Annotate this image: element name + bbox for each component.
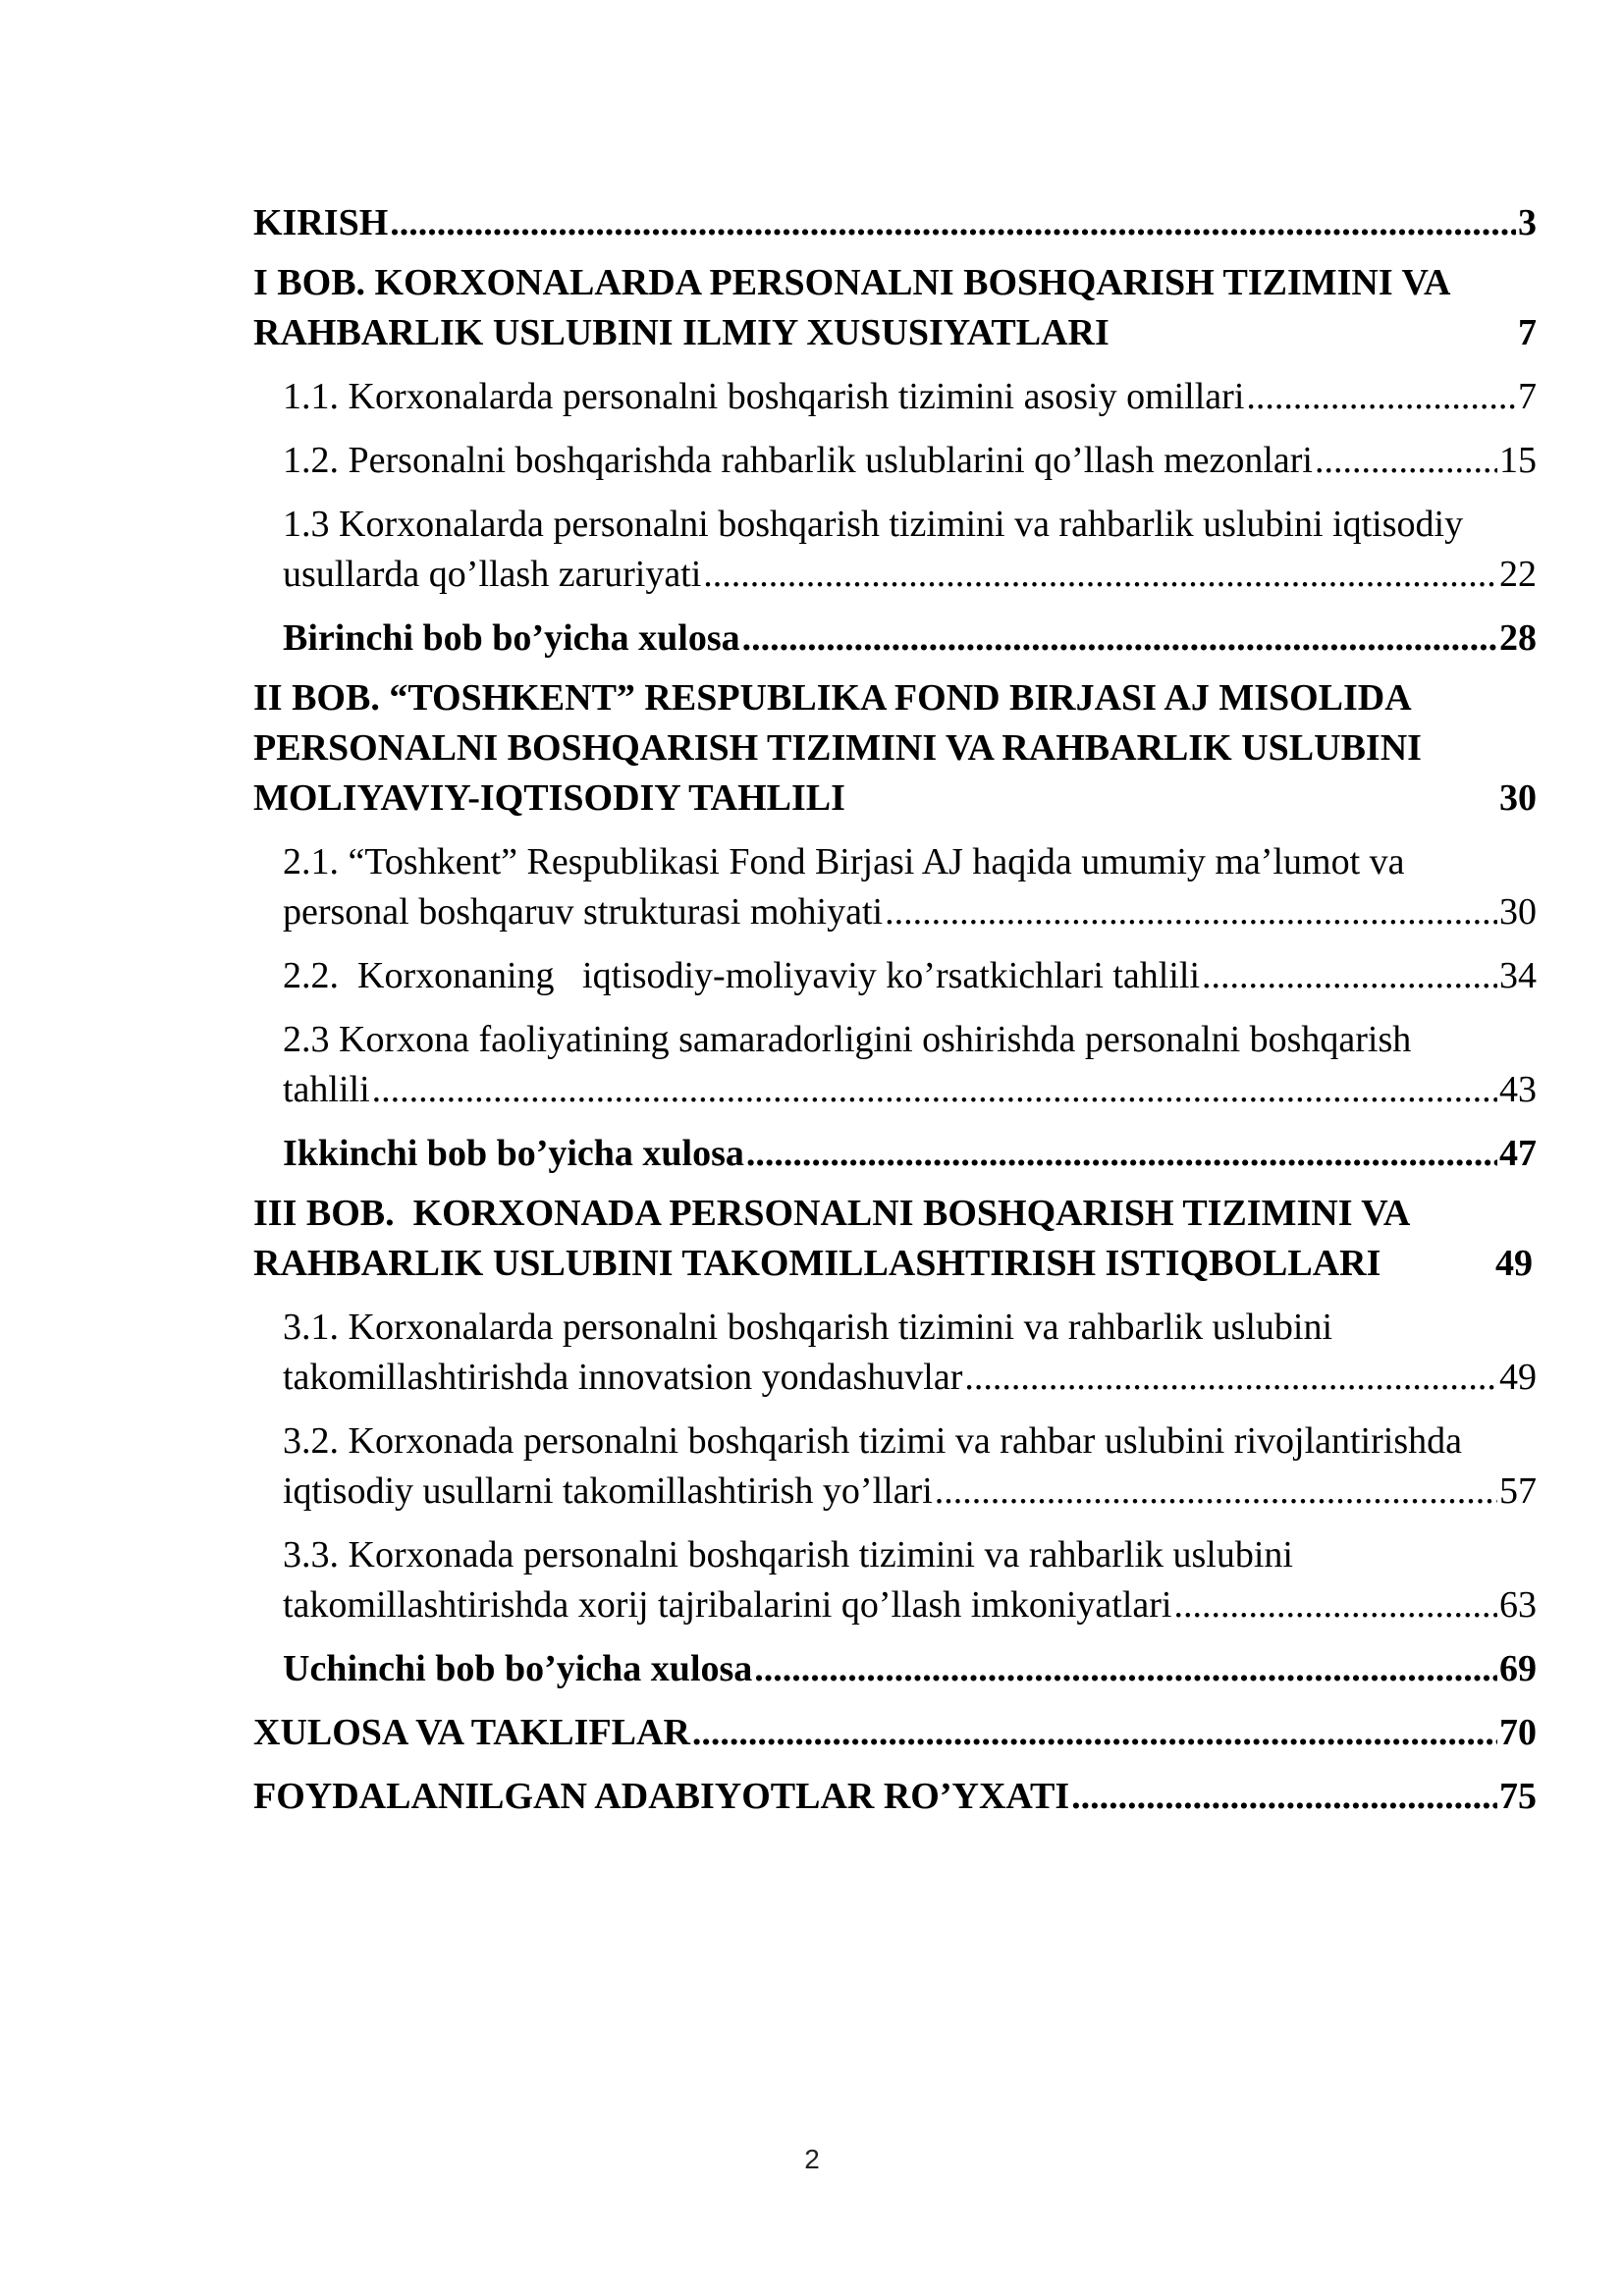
dot-leader (742, 614, 1497, 664)
toc-entry-page: 49 (1499, 1357, 1537, 1398)
dot-leader (372, 1065, 1497, 1115)
toc-entry-page: 70 (1499, 1712, 1537, 1753)
toc-entry-page: 63 (1499, 1584, 1537, 1626)
toc-entry-page: 15 (1499, 440, 1537, 481)
toc-entry-title-line2: iqtisodiy usullarni takomillashtirish yo’llari (283, 1470, 933, 1512)
dot-leader (1173, 1580, 1497, 1630)
page-number: 2 (804, 2144, 820, 2174)
toc-entry-title-line1: 3.1. Korxonalarda personalni boshqarish tizimini va rahbarlik uslubini (283, 1307, 1333, 1348)
toc-entry-chapter-1[interactable] (253, 258, 1537, 358)
toc-entry-title-line1: 2.1. “Toshkent” Respublikasi Fond Birjasi AJ haqida umumiy ma’lumot va (283, 841, 1405, 882)
toc-entry-title-line3: MOLIYAVIY-IQTISODIY TAHLILI (253, 777, 845, 819)
toc-entry-xulosa[interactable] (253, 1708, 1537, 1758)
toc-entry-adabiyotlar[interactable] (253, 1772, 1537, 1822)
toc-entry-page: 7 (1518, 312, 1537, 353)
toc-entry-2-1[interactable] (283, 837, 1537, 937)
dot-leader (885, 887, 1497, 937)
toc-entry-title-line2: takomillashtirishda innovatsion yondashuvlar (283, 1357, 963, 1398)
dot-leader (746, 1129, 1497, 1179)
dot-leader (935, 1467, 1497, 1517)
dot-leader (692, 1708, 1497, 1758)
toc-entry-title-line2: takomillashtirishda xorij tajribalarini qo’llash imkoniyatlari (283, 1584, 1172, 1626)
toc-entry-title-line2: RAHBARLIK USLUBINI TAKOMILLASHTIRISH ISTIQBOLLARI (253, 1243, 1381, 1284)
toc-entry-page: 69 (1499, 1648, 1537, 1689)
dot-leader (1202, 951, 1497, 1001)
toc-entry-page: 7 (1518, 376, 1537, 417)
toc-entry-2-3[interactable] (283, 1015, 1537, 1115)
toc-entry-title: Birinchi bob bo’yicha xulosa (283, 617, 740, 659)
dot-leader (754, 1644, 1497, 1694)
toc-entry-page: 75 (1499, 1776, 1537, 1817)
toc-entry-title-line1: III BOB. KORXONADA PERSONALNI BOSHQARISH TIZIMINI VA (253, 1193, 1411, 1234)
toc-entry-title-line1: II BOB. “TOSHKENT” RESPUBLIKA FOND BIRJASI AJ MISOLIDA (253, 677, 1412, 719)
toc-entry-page: 30 (1499, 891, 1537, 933)
dot-leader (1071, 1772, 1497, 1822)
toc-entry-title: Uchinchi bob bo’yicha xulosa (283, 1648, 753, 1689)
toc-entry-title-line1: 3.2. Korxonada personalni boshqarish tizimi va rahbar uslubini rivojlantirishda (283, 1420, 1462, 1462)
toc-entry-title-line1: 1.3 Korxonalarda personalni boshqarish tizimini va rahbarlik uslubini iqtisodiy (283, 504, 1464, 545)
toc-entry-title-line1: I BOB. KORXONALARDA PERSONALNI BOSHQARISH TIZIMINI VA (253, 262, 1451, 303)
toc-entry-title-line2: usullarda qo’llash zaruriyati (283, 554, 702, 595)
toc-entry-title-line2: personal boshqaruv strukturasi mohiyati (283, 891, 884, 933)
table-of-contents (253, 198, 1537, 1822)
toc-entry-conclusion-3[interactable] (283, 1644, 1537, 1694)
toc-entry-page: 57 (1499, 1470, 1537, 1512)
toc-entry-page: 22 (1499, 554, 1537, 595)
toc-entry-chapter-2[interactable] (253, 673, 1537, 824)
toc-entry-conclusion-1[interactable] (283, 614, 1537, 664)
toc-entry-page: 30 (1499, 777, 1537, 819)
toc-entry-page: 47 (1499, 1133, 1537, 1174)
toc-entry-3-3[interactable] (283, 1530, 1537, 1630)
toc-entry-page: 3 (1518, 202, 1537, 243)
toc-entry-chapter-3[interactable] (253, 1189, 1537, 1289)
toc-entry-title: 2.2. Korxonaning iqtisodiy-moliyaviy ko’rsatkichlari tahlili (283, 955, 1201, 996)
toc-entry-page: 28 (1499, 617, 1537, 659)
toc-entry-title: 1.2. Personalni boshqarishda rahbarlik uslublarini qo’llash mezonlari (283, 440, 1313, 481)
toc-entry-2-2[interactable] (283, 951, 1537, 1001)
toc-entry-title-line2: tahlili (283, 1069, 370, 1110)
toc-entry-title: Ikkinchi bob bo’yicha xulosa (283, 1133, 744, 1174)
toc-entry-title: KIRISH (253, 202, 389, 243)
toc-entry-page: 34 (1499, 955, 1537, 996)
dot-leader (1246, 372, 1516, 422)
toc-entry-page: 43 (1499, 1069, 1537, 1110)
toc-entry-1-1[interactable] (283, 372, 1537, 422)
toc-entry-title: FOYDALANILGAN ADABIYOTLAR RO’YXATI (253, 1776, 1070, 1817)
toc-entry-title: 1.1. Korxonalarda personalni boshqarish tizimini asosiy omillari (283, 376, 1245, 417)
toc-entry-page: 49 (1495, 1243, 1533, 1284)
dot-leader (1315, 436, 1497, 486)
dot-leader (390, 198, 1516, 248)
toc-entry-title-line2: PERSONALNI BOSHQARISH TIZIMINI VA RAHBARLIK USLUBINI (253, 727, 1422, 769)
toc-entry-kirish[interactable] (253, 198, 1537, 248)
toc-entry-title-line1: 2.3 Korxona faoliyatining samaradorligini oshirishda personalni boshqarish (283, 1019, 1412, 1060)
toc-entry-1-3[interactable] (283, 500, 1537, 600)
dot-leader (703, 550, 1497, 600)
toc-entry-3-1[interactable] (283, 1303, 1537, 1403)
toc-entry-conclusion-2[interactable] (283, 1129, 1537, 1179)
toc-entry-title-line1: 3.3. Korxonada personalni boshqarish tizimini va rahbarlik uslubini (283, 1534, 1293, 1575)
toc-entry-title-line2: RAHBARLIK USLUBINI ILMIY XUSUSIYATLARI (253, 312, 1110, 353)
toc-entry-3-2[interactable] (283, 1416, 1537, 1517)
dot-leader (964, 1353, 1497, 1403)
toc-entry-title: XULOSA VA TAKLIFLAR (253, 1712, 690, 1753)
toc-entry-1-2[interactable] (283, 436, 1537, 486)
